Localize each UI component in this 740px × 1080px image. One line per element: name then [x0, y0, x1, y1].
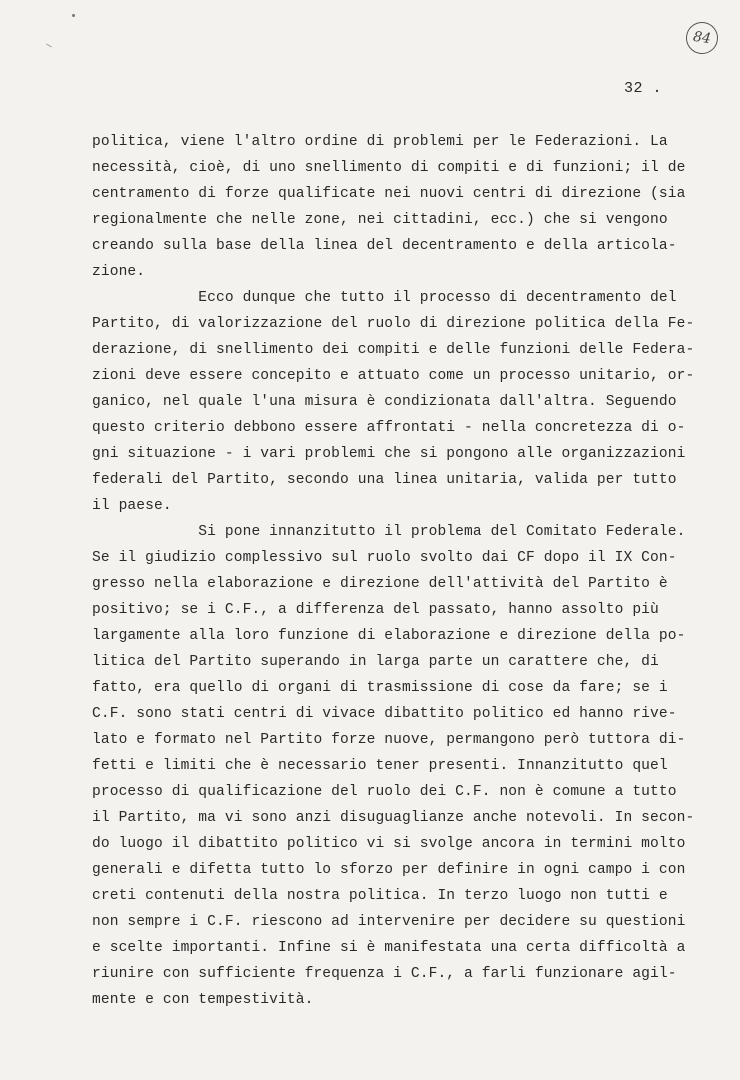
- text-line: fatto, era quello di organi di trasmissione di cose da fare; se i: [92, 680, 668, 696]
- text-line: riunire con sufficiente frequenza i C.F., a farli funzionare agil-: [92, 966, 677, 982]
- text-line: Partito, di valorizzazione del ruolo di direzione politica della Fe-: [92, 316, 695, 332]
- text-line: gresso nella elaborazione e direzione dell'attività del Partito è: [92, 576, 668, 592]
- text-line: derazione, di snellimento dei compiti e delle funzioni delle Federa-: [92, 342, 695, 358]
- text-line: fetti e limiti che è necessario tener presenti. Innanzitutto quel: [92, 758, 668, 774]
- text-line: e scelte importanti. Infine si è manifestata una certa difficoltà a: [92, 940, 686, 956]
- text-line: ganico, nel quale l'una misura è condizionata dall'altra. Seguendo: [92, 394, 677, 410]
- text-line: Si pone innanzitutto il problema del Comitato Federale.: [92, 524, 686, 540]
- text-line: il paese.: [92, 498, 172, 514]
- text-line: federali del Partito, secondo una linea unitaria, valida per tutto: [92, 472, 677, 488]
- text-line: processo di qualificazione del ruolo dei C.F. non è comune a tutto: [92, 784, 677, 800]
- archive-stamp: 84: [684, 20, 720, 56]
- text-line: C.F. sono stati centri di vivace dibattito politico ed hanno rive-: [92, 706, 677, 722]
- text-line: zione.: [92, 264, 146, 280]
- text-line: do luogo il dibattito politico vi si svolge ancora in termini molto: [92, 836, 686, 852]
- text-line: gni situazione - i vari problemi che si pongono alle organizzazioni: [92, 446, 686, 462]
- text-line: necessità, cioè, di uno snellimento di compiti e di funzioni; il de: [92, 160, 686, 176]
- text-line: Se il giudizio complessivo sul ruolo svolto dai CF dopo il IX Con-: [92, 550, 677, 566]
- text-line: politica, viene l'altro ordine di problemi per le Federazioni. La: [92, 134, 668, 150]
- text-line: positivo; se i C.F., a differenza del passato, hanno assolto più: [92, 602, 659, 618]
- text-line: lato e formato nel Partito forze nuove, permangono però tuttora di-: [92, 732, 686, 748]
- text-line: non sempre i C.F. riescono ad intervenire per decidere su questioni: [92, 914, 686, 930]
- ink-speck: [72, 14, 75, 17]
- text-line: questo criterio debbono essere affrontati - nella concretezza di o-: [92, 420, 686, 436]
- page-number: 32 .: [624, 80, 663, 97]
- text-line: generali e difetta tutto lo sforzo per definire in ogni campo i con: [92, 862, 686, 878]
- text-line: il Partito, ma vi sono anzi disuguaglianze anche notevoli. In secon-: [92, 810, 695, 826]
- ink-speck: [46, 44, 52, 48]
- text-line: regionalmente che nelle zone, nei cittadini, ecc.) che si vengono: [92, 212, 668, 228]
- text-line: creando sulla base della linea del decentramento e della articola-: [92, 238, 677, 254]
- text-line: Ecco dunque che tutto il processo di decentramento del: [92, 290, 677, 306]
- text-line: centramento di forze qualificate nei nuovi centri di direzione (sia: [92, 186, 686, 202]
- text-line: litica del Partito superando in larga parte un carattere che, di: [92, 654, 659, 670]
- text-line: largamente alla loro funzione di elaborazione e direzione della po-: [92, 628, 686, 644]
- text-line: zioni deve essere concepito e attuato come un processo unitario, or-: [92, 368, 695, 384]
- text-line: mente e con tempestività.: [92, 992, 314, 1008]
- text-line: creti contenuti della nostra politica. In terzo luogo non tutti e: [92, 888, 668, 904]
